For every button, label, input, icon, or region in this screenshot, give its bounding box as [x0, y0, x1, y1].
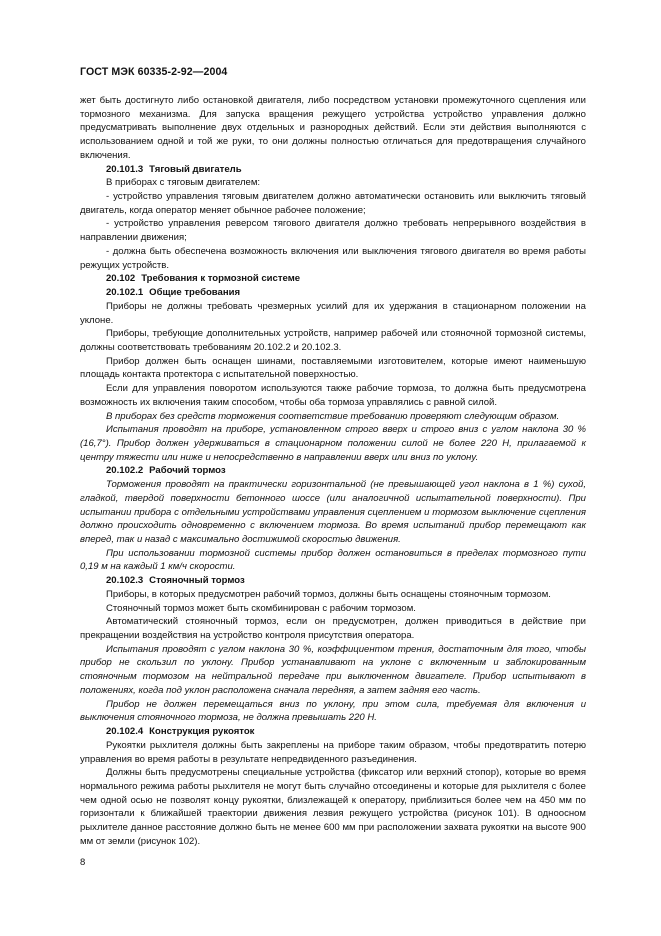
paragraph-italic: В приборах без средств торможения соответствие требованию проверяют следующим образом.: [106, 410, 560, 422]
section-title: Стояночный тормоз: [149, 575, 245, 587]
section-heading-20-102-4: [80, 725, 586, 739]
paragraph: Должны быть предусмотрены специальные устройства (фиксатор или верхний стопор), которые во время нормального режима работы рыхлителя не могут быть случайно отсоединены и которые для рыхлителя с более чем одной осью не позволят концу рукоятки, близлежащей к оператору, приблизиться более чем на 450 мм по горизонтали к ближайшей траектории движения лезвия режущего устройства (рисунок 101). В одноосном рыхлителе данное расстояние должно быть не менее 600 мм при расположении захвата рукоятки на высоте 900 мм от земли (рисунок 102).: [80, 767, 586, 847]
section-number: 20.102.4: [106, 726, 144, 738]
section-heading-20-102: [80, 272, 586, 286]
paragraph-italic: При использовании тормозной системы прибор должен остановиться в пределах тормозного пути 0,19 м на каждый 1 км/ч скорости.: [80, 547, 586, 573]
section-number: 20.102.2: [106, 465, 144, 477]
paragraph: Приборы не должны требовать чрезмерных усилий для их удержания в стационарном положении на уклоне.: [80, 300, 586, 326]
paragraph: Приборы, требующие дополнительных устройств, например рабочей или стояночной тормозной системы, должны соответствовать требованиям 20.102.2 и 20.102.3.: [80, 328, 586, 353]
list-item: - устройство управления тяговым двигателем должно автоматически остановить или выключить тяговый двигатель, когда оператор меняет обычное рабочее положение;: [80, 191, 586, 216]
page-number: 8: [80, 857, 86, 868]
section-heading-20-101-3: [80, 163, 586, 177]
paragraph-italic: Прибор не должен перемещаться вниз по уклону, при этом сила, требуемая для включения и выключения стояночного тормоза, не должна превышать 220 Н.: [80, 698, 586, 724]
list-item: - должна быть обеспечена возможность включения или выключения тягового двигателя во время работы режущих устройств.: [80, 245, 586, 271]
paragraph: В приборах с тяговым двигателем:: [106, 177, 261, 189]
section-number: 20.102.1: [106, 287, 144, 299]
section-title: Тяговый двигатель: [149, 163, 242, 175]
paragraph: Приборы, в которых предусмотрен рабочий тормоз, должны быть оснащены стояночным тормозом.: [106, 588, 551, 600]
section-title: Требования к тормозной системе: [141, 273, 301, 285]
section-heading-20-102-3: [80, 574, 586, 588]
paragraph: Стояночный тормоз может быть скомбинирован с рабочим тормозом.: [106, 602, 416, 614]
paragraph: Рукоятки рыхлителя должны быть закреплены на приборе таким образом, чтобы предотвратить потерю управления во время работы в результате непредвиденного разъединения.: [80, 739, 586, 765]
section-title: Общие требования: [149, 287, 241, 299]
document-body: [80, 94, 586, 849]
paragraph-italic: Испытания проводят с углом наклона 30 %, коэффициентом трения, достаточным для того, чтобы прибор не скользил по уклону. Прибор устанавливают на уклоне с включенным и заблокированным стояночным тормозом на нейтральной передаче при выключенном двигателе. Прибор испытывают в положениях, когда под уклон расположена сначала передняя, а затем задняя его часть.: [80, 643, 586, 696]
section-title: Рабочий тормоз: [149, 465, 226, 477]
paragraph: жет быть достигнуто либо остановкой двигателя, либо посредством установки промежуточного сцепления или тормозного механизма. Для запуска вращения режущего устройства устройство управления должно предусматривать выполнение двух отдельных и разнородных действий. Если эти действия выполняются с использованием одной и той же руки, то они должны полностью отличаться для предотвращения случайного включения.: [80, 95, 586, 161]
document-page: [80, 0, 586, 936]
section-number: 20.102: [106, 273, 136, 285]
section-heading-20-102-1: [80, 286, 586, 300]
paragraph: Автоматический стояночный тормоз, если он предусмотрен, должен приводиться в действие при прекращении воздействия на устройство контроля присутствия оператора.: [80, 616, 586, 642]
paragraph: Если для управления поворотом используются также рабочие тормоза, то должна быть предусмотрена возможность их включения таким способом, чтобы оба тормоза управлялись с равной силой.: [80, 383, 586, 408]
paragraph: Прибор должен быть оснащен шинами, поставляемыми изготовителем, которые имеют наименьшую площадь контакта протектора с испытательной поверхностью.: [80, 355, 586, 381]
list-item: - устройство управления реверсом тягового двигателя должно требовать непрерывного воздействия в направлении движения;: [80, 218, 586, 244]
section-title: Конструкция рукояток: [149, 726, 255, 738]
paragraph-italic: Торможения проводят на практически горизонтальной (не превышающей угол наклона в 1 %) сухой, гладкой, твердой поверхности бетонного шоссе (или аналогичной испытательной поверхности). При испытании прибора с отдельными устройствами управления сцеплением и тормозом выключение сцепления должно происходить одновременно с включением тормоза. Во время испытаний прибор перемещают как вперед, так и назад с максимально достижимой скоростью движения.: [80, 479, 586, 545]
section-number: 20.102.3: [106, 575, 144, 587]
document-header: ГОСТ МЭК 60335-2-92—2004: [80, 66, 228, 78]
section-heading-20-102-2: [80, 464, 586, 478]
section-number: 20.101.3: [106, 163, 144, 175]
paragraph-italic: Испытания проводят на приборе, установленном строго вверх и строго вниз с углом наклона 30 % (16,7°). Прибор должен удерживаться в стационарном положении силой не более 220 Н, прилагаемой к центру тяжести или ниже и непосредственно в направлении вверх или вниз по уклону.: [80, 424, 586, 463]
